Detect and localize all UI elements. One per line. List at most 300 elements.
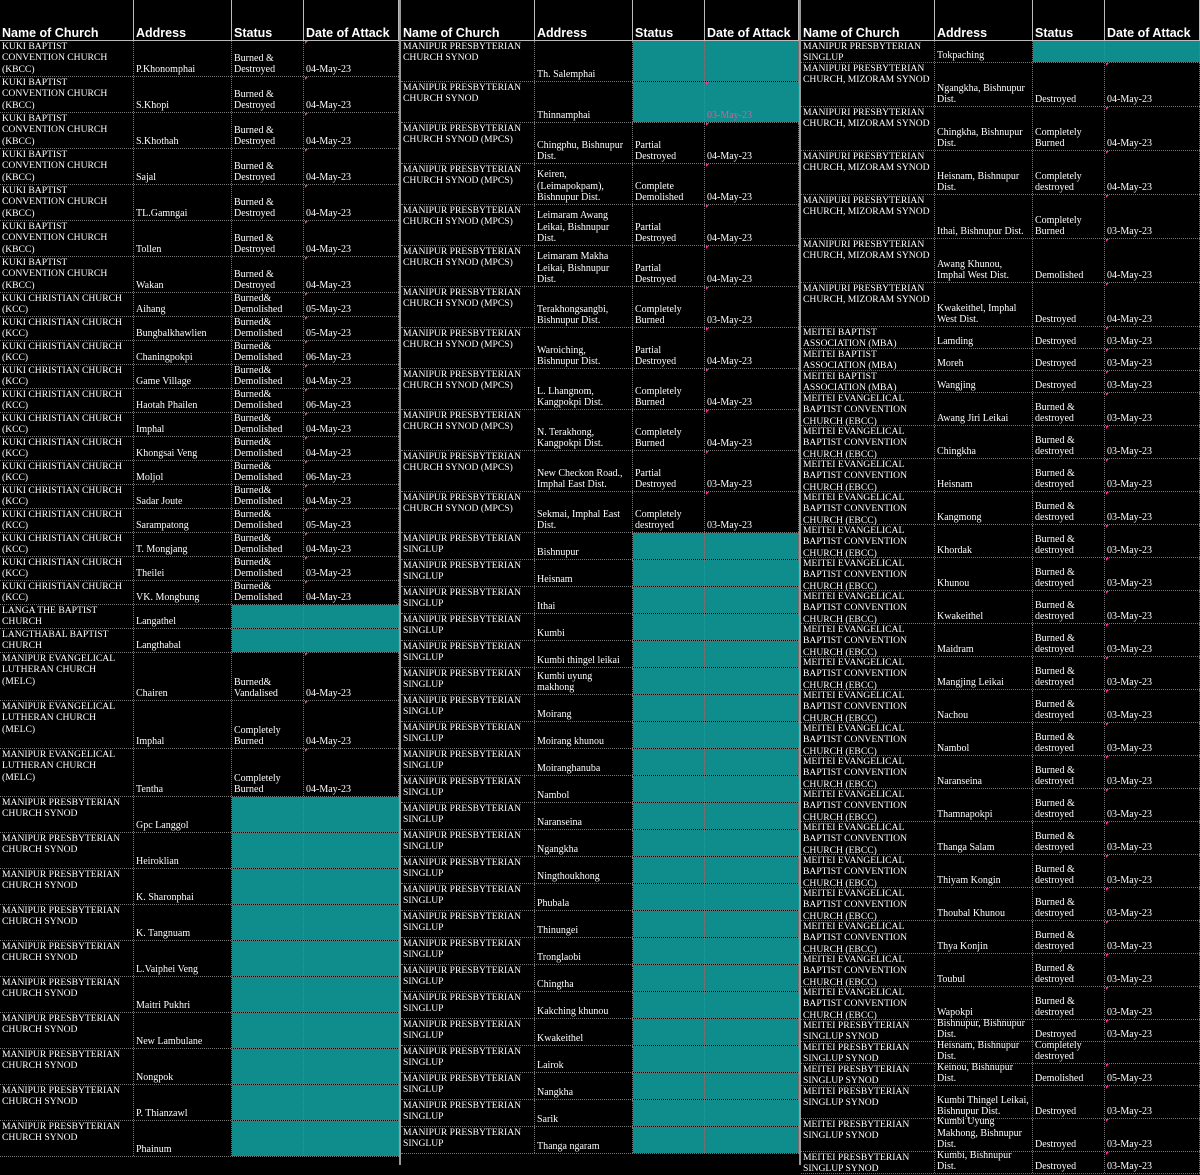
church-name-cell: [801, 63, 935, 106]
address-cell: [134, 149, 232, 184]
address-cell: [935, 1061, 1033, 1085]
church-name-cell: [0, 185, 134, 220]
church-name-cell: [401, 328, 535, 368]
table-row: [401, 776, 799, 803]
table-row: [801, 1116, 1200, 1152]
church-name-cell: [401, 695, 535, 721]
status-text: Burned& Demolished: [234, 556, 283, 580]
table-row: [801, 1039, 1200, 1065]
status-cell: [1033, 41, 1105, 62]
church-name-text: MANIPUR PRESBYTERIAN SINGLUP: [403, 695, 522, 718]
status-text: Burned& Demolished: [234, 388, 283, 412]
address-text: Moirang khunou: [537, 736, 604, 748]
church-name-text: MEITEI EVANGELICAL BAPTIST CONVENTION CHURCH (EBCC): [803, 690, 908, 724]
church-name-cell: [801, 1119, 935, 1151]
address-text: Bungbalkhawlien: [136, 328, 207, 340]
column-header: Name of Church: [0, 0, 134, 40]
address-text: Heisnam, Bishnupur Dist.: [937, 1039, 1020, 1063]
table-row: [0, 389, 399, 413]
date-cell: [304, 293, 399, 316]
status-cell: [633, 451, 705, 491]
address-cell: [134, 257, 232, 292]
date-cell: [1105, 41, 1200, 62]
status-cell: [232, 1121, 304, 1156]
status-text: Destroyed: [1035, 380, 1077, 392]
address-cell: [134, 437, 232, 460]
address-text: Langathel: [136, 616, 176, 628]
address-text: Phubala: [537, 898, 570, 910]
address-text: Chairen: [136, 688, 168, 700]
date-cell: [705, 614, 799, 640]
church-name-text: KUKI CHRISTIAN CHURCH (KCC): [2, 365, 122, 388]
date-text: 04-May-23: [707, 233, 752, 245]
address-cell: [535, 369, 633, 409]
church-name-text: MEITEI PRESBYTERIAN SINGLUP SYNOD: [803, 1119, 910, 1142]
table-row: [801, 822, 1200, 855]
church-name-cell: [0, 257, 134, 292]
address-cell: [134, 461, 232, 484]
date-cell: [705, 369, 799, 409]
table-row: [0, 629, 399, 653]
address-cell: [535, 1019, 633, 1045]
status-text: Destroyed: [1035, 94, 1077, 106]
address-text: Ngangkha: [537, 844, 579, 856]
status-cell: [633, 857, 705, 883]
address-cell: [935, 492, 1033, 524]
date-cell: [1105, 987, 1200, 1019]
address-cell: [134, 509, 232, 532]
column-header: Status: [232, 0, 304, 40]
status-cell: [633, 205, 705, 245]
church-name-cell: [0, 365, 134, 388]
address-cell: [535, 722, 633, 748]
address-cell: [134, 749, 232, 796]
status-cell: [1033, 756, 1105, 788]
status-cell: [633, 776, 705, 802]
date-cell: [1105, 624, 1200, 656]
status-text: Burned & Destroyed: [234, 52, 276, 76]
status-text: Burned & destroyed: [1035, 731, 1075, 755]
date-cell: [705, 749, 799, 775]
table-row: [801, 393, 1200, 426]
address-text: New Checkon Road., Imphal East Dist.: [537, 467, 623, 491]
church-name-text: MANIPURI PRESBYTERIAN CHURCH, MIZORAM SYNOD: [803, 283, 930, 306]
status-text: Completely destroyed: [635, 508, 682, 532]
table-row: [401, 668, 799, 695]
date-text: 03-May-23: [1107, 1161, 1152, 1173]
date-cell: [304, 653, 399, 700]
table-row: [0, 485, 399, 509]
address-cell: [935, 239, 1033, 282]
date-text: 04-May-23: [306, 64, 351, 76]
address-text: Tollen: [136, 244, 162, 256]
address-text: Kumbi: [537, 628, 565, 640]
church-name-text: MANIPUR PRESBYTERIAN SINGLUP: [403, 938, 522, 961]
address-cell: [134, 605, 232, 628]
status-text: Destroyed: [1035, 1029, 1077, 1041]
date-cell: [705, 965, 799, 991]
address-cell: [935, 459, 1033, 491]
table-row: [401, 492, 799, 533]
date-text: 06-May-23: [306, 352, 351, 364]
address-cell: [935, 371, 1033, 392]
address-cell: [134, 941, 232, 976]
address-text: L.Vaiphei Veng: [136, 964, 199, 976]
status-cell: [1033, 657, 1105, 689]
address-text: S.Khothah: [136, 136, 179, 148]
address-cell: [535, 246, 633, 286]
address-cell: [134, 833, 232, 868]
table-row: [801, 1061, 1200, 1087]
church-name-text: MANIPUR PRESBYTERIAN CHURCH SYNOD: [2, 833, 121, 856]
date-cell: [705, 41, 799, 81]
status-cell: [232, 317, 304, 340]
church-name-cell: [0, 605, 134, 628]
status-cell: [633, 1127, 705, 1153]
church-name-text: MEITEI BAPTIST ASSOCIATION (MBA): [803, 327, 897, 350]
column-header: Address: [935, 0, 1033, 40]
address-cell: [535, 695, 633, 721]
date-text: 05-May-23: [306, 520, 351, 532]
address-cell: [535, 1127, 633, 1153]
date-cell: [705, 776, 799, 802]
status-cell: [232, 833, 304, 868]
status-text: Burned & Destroyed: [234, 268, 276, 292]
table-row: [801, 371, 1200, 393]
address-cell: [535, 938, 633, 964]
table-row: [0, 185, 399, 221]
church-name-cell: [0, 941, 134, 976]
status-text: Burned & destroyed: [1035, 896, 1075, 920]
table-panel-middle: [401, 0, 799, 1165]
address-cell: [134, 977, 232, 1012]
church-name-text: MANIPUR PRESBYTERIAN CHURCH SYNOD (MPCS): [403, 328, 522, 351]
status-cell: [633, 722, 705, 748]
church-name-cell: [801, 239, 935, 282]
status-cell: [232, 365, 304, 388]
table-row: [801, 525, 1200, 558]
address-text: Kwakeithel: [537, 1033, 584, 1045]
status-cell: [232, 389, 304, 412]
date-text: 04-May-23: [306, 688, 351, 700]
address-text: Nambol: [937, 743, 970, 755]
address-text: Ithai: [537, 601, 556, 613]
status-cell: [1033, 558, 1105, 590]
church-name-cell: [401, 776, 535, 802]
address-text: Ningthoukhong: [537, 871, 600, 883]
address-text: Nangkha: [537, 1087, 574, 1099]
table-row: [401, 965, 799, 992]
table-row: [0, 149, 399, 185]
status-cell: [232, 149, 304, 184]
date-cell: [1105, 1152, 1200, 1173]
status-cell: [232, 41, 304, 76]
address-text: N. Terakhong, Kangpokpi Dist.: [537, 426, 604, 450]
status-cell: [1033, 239, 1105, 282]
table-row: [0, 749, 399, 797]
date-text: 04-May-23: [707, 151, 752, 163]
address-cell: [535, 587, 633, 613]
date-text: 03-May-23: [1107, 842, 1152, 854]
status-cell: [633, 938, 705, 964]
status-cell: [1033, 987, 1105, 1019]
church-name-cell: [0, 557, 134, 580]
table-row: [0, 461, 399, 485]
date-text: 03-May-23: [306, 568, 351, 580]
church-name-text: MEITEI PRESBYTERIAN SINGLUP SYNOD: [803, 1020, 910, 1043]
date-text: 04-May-23: [1107, 270, 1152, 282]
church-name-cell: [0, 1013, 134, 1048]
table-row: [0, 293, 399, 317]
status-cell: [232, 341, 304, 364]
status-text: Burned& Demolished: [234, 508, 283, 532]
date-cell: [304, 977, 399, 1012]
address-cell: [535, 1073, 633, 1099]
date-cell: [304, 581, 399, 604]
date-cell: [304, 257, 399, 292]
table-row: [0, 257, 399, 293]
table-row: [801, 107, 1200, 151]
church-name-text: MEITEI EVANGELICAL BAPTIST CONVENTION CHURCH (EBCC): [803, 492, 908, 526]
table-row: [0, 797, 399, 833]
church-name-cell: [801, 1086, 935, 1118]
column-header: Name of Church: [401, 0, 535, 40]
church-name-text: KUKI CHRISTIAN CHURCH (KCC): [2, 533, 122, 556]
status-cell: [1033, 690, 1105, 722]
date-cell: [304, 41, 399, 76]
address-cell: [535, 992, 633, 1018]
status-text: Completely Burned: [635, 385, 682, 409]
status-text: Burned & destroyed: [1035, 467, 1075, 491]
address-text: Thamnapokpi: [937, 809, 993, 821]
church-name-cell: [801, 1152, 935, 1173]
church-name-cell: [0, 581, 134, 604]
table-row: [801, 987, 1200, 1020]
date-text: 04-May-23: [306, 136, 351, 148]
date-text: 03-May-23: [1107, 974, 1152, 986]
status-cell: [1033, 954, 1105, 986]
date-cell: [705, 533, 799, 559]
church-name-cell: [401, 803, 535, 829]
table-row: [801, 327, 1200, 349]
address-cell: [935, 1116, 1033, 1151]
church-name-text: MEITEI EVANGELICAL BAPTIST CONVENTION CHURCH (EBCC): [803, 624, 908, 658]
church-name-text: MANIPUR PRESBYTERIAN CHURCH SYNOD (MPCS): [403, 451, 522, 474]
date-text: 03-May-23: [1107, 1106, 1152, 1118]
church-name-text: MANIPUR PRESBYTERIAN CHURCH SYNOD (MPCS): [403, 246, 522, 269]
address-text: Moreh: [937, 358, 964, 370]
status-cell: [633, 533, 705, 559]
address-cell: [134, 77, 232, 112]
church-name-cell: [801, 327, 935, 348]
column-header: Status: [1033, 0, 1105, 40]
church-name-text: MEITEI EVANGELICAL BAPTIST CONVENTION CHURCH (EBCC): [803, 459, 908, 493]
table-row: [0, 1121, 399, 1157]
date-cell: [1105, 1020, 1200, 1041]
church-name-cell: [401, 1046, 535, 1072]
church-name-cell: [401, 884, 535, 910]
address-text: Khongsai Veng: [136, 448, 198, 460]
address-text: Moirang: [537, 709, 572, 721]
address-text: Terakhongsangbi, Bishnupur Dist.: [537, 303, 609, 327]
church-name-cell: [801, 393, 935, 425]
church-name-cell: [0, 905, 134, 940]
date-cell: [304, 389, 399, 412]
date-text: 04-May-23: [707, 397, 752, 409]
church-name-text: MEITEI EVANGELICAL BAPTIST CONVENTION CHURCH (EBCC): [803, 855, 908, 889]
date-cell: [304, 833, 399, 868]
church-name-text: MEITEI EVANGELICAL BAPTIST CONVENTION CHURCH (EBCC): [803, 657, 908, 691]
status-cell: [633, 695, 705, 721]
date-text: 03-May-23: [1107, 358, 1152, 370]
address-cell: [935, 1149, 1033, 1173]
table-row: [801, 690, 1200, 723]
church-name-text: KUKI CHRISTIAN CHURCH (KCC): [2, 413, 122, 436]
address-text: Kwakeithel: [937, 611, 984, 623]
address-text: Bishnupur: [537, 547, 579, 559]
church-name-cell: [401, 641, 535, 667]
church-name-text: MANIPUR PRESBYTERIAN SINGLUP: [403, 533, 522, 556]
status-cell: [232, 509, 304, 532]
table-row: [401, 451, 799, 492]
table-header-row: [0, 0, 399, 41]
date-cell: [304, 1085, 399, 1120]
address-text: Kangmong: [937, 512, 982, 524]
church-name-cell: [0, 461, 134, 484]
status-cell: [232, 257, 304, 292]
address-text: K. Sharonphai: [136, 892, 194, 904]
address-text: Imphal: [136, 424, 165, 436]
status-cell: [1033, 1152, 1105, 1173]
column-header: Date of Attack: [304, 0, 399, 40]
church-name-cell: [801, 624, 935, 656]
address-text: Sekmai, Imphal East Dist.: [537, 508, 621, 532]
column-header: Address: [134, 0, 232, 40]
date-text: 03-May-23: [1107, 1007, 1152, 1019]
church-name-cell: [801, 888, 935, 920]
table-row: [401, 287, 799, 328]
church-name-cell: [401, 205, 535, 245]
date-cell: [304, 701, 399, 748]
status-cell: [232, 185, 304, 220]
address-text: Heiroklian: [136, 856, 179, 868]
date-cell: [304, 341, 399, 364]
date-cell: [304, 797, 399, 832]
address-text: Nachou: [937, 710, 969, 722]
church-name-cell: [401, 451, 535, 491]
date-text: 04-May-23: [306, 424, 351, 436]
church-name-text: MANIPUR PRESBYTERIAN SINGLUP: [403, 884, 522, 907]
table-row: [401, 938, 799, 965]
address-text: Nongpok: [136, 1072, 174, 1084]
church-name-text: KUKI BAPTIST CONVENTION CHURCH (KBCC): [2, 185, 108, 219]
status-cell: [633, 641, 705, 667]
church-name-text: MANIPUR PRESBYTERIAN CHURCH SYNOD: [2, 797, 121, 820]
address-text: Ithai, Bishnupur Dist.: [937, 226, 1024, 238]
address-text: Haotah Phailen: [136, 400, 198, 412]
table-row: [801, 151, 1200, 195]
church-name-cell: [801, 1042, 935, 1063]
address-text: Leimaram Makha Leikai, Bishnupur Dist.: [537, 251, 610, 286]
church-name-text: KUKI CHRISTIAN CHURCH (KCC): [2, 437, 122, 460]
status-text: Burned& Vandalised: [234, 676, 278, 700]
date-cell: [304, 869, 399, 904]
date-text: 04-May-23: [306, 244, 351, 256]
status-cell: [633, 830, 705, 856]
church-name-text: MANIPUR PRESBYTERIAN SINGLUP: [403, 1073, 522, 1096]
status-cell: [633, 164, 705, 204]
status-text: Partial Destroyed: [635, 344, 677, 368]
table-panel-right: [801, 0, 1200, 1175]
church-name-text: MANIPUR PRESBYTERIAN CHURCH SYNOD (MPCS): [403, 369, 522, 392]
church-name-text: MEITEI PRESBYTERIAN SINGLUP SYNOD: [803, 1086, 910, 1109]
address-cell: [535, 287, 633, 327]
status-text: Destroyed: [1035, 1106, 1077, 1118]
date-cell: [705, 1100, 799, 1126]
church-name-text: KUKI CHRISTIAN CHURCH (KCC): [2, 317, 122, 340]
address-text: Moljol: [136, 472, 164, 484]
table-row: [401, 857, 799, 884]
table-row: [801, 459, 1200, 492]
church-name-cell: [0, 1085, 134, 1120]
status-text: Completely Burned: [635, 426, 682, 450]
table-row: [401, 205, 799, 246]
status-text: Burned & destroyed: [1035, 797, 1075, 821]
church-name-cell: [401, 369, 535, 409]
date-text: 04-May-23: [306, 100, 351, 112]
date-cell: [705, 246, 799, 286]
church-name-text: MANIPUR PRESBYTERIAN SINGLUP: [403, 587, 522, 610]
table-row: [801, 921, 1200, 954]
status-cell: [232, 293, 304, 316]
church-name-cell: [401, 857, 535, 883]
status-cell: [633, 123, 705, 163]
date-cell: [1105, 756, 1200, 788]
address-text: Kumbi, Bishnupur Dist.: [937, 1149, 1012, 1173]
status-text: Burned & Destroyed: [234, 196, 276, 220]
table-row: [401, 911, 799, 938]
date-text: 04-May-23: [306, 208, 351, 220]
address-cell: [535, 205, 633, 245]
church-name-text: MEITEI EVANGELICAL BAPTIST CONVENTION CHURCH (EBCC): [803, 822, 908, 856]
church-name-text: MANIPUR PRESBYTERIAN CHURCH SYNOD: [403, 41, 522, 64]
address-text: Gpc Langgol: [136, 820, 189, 832]
status-cell: [1033, 107, 1105, 150]
status-cell: [1033, 327, 1105, 348]
date-cell: [1105, 558, 1200, 590]
address-cell: [935, 591, 1033, 623]
table-row: [801, 492, 1200, 525]
date-cell: [1105, 327, 1200, 348]
address-cell: [134, 41, 232, 76]
church-name-text: MEITEI EVANGELICAL BAPTIST CONVENTION CHURCH (EBCC): [803, 987, 908, 1021]
date-text: 03-May-23: [1107, 743, 1152, 755]
status-text: Demolished: [1035, 1073, 1084, 1085]
status-cell: [1033, 492, 1105, 524]
status-cell: [633, 369, 705, 409]
address-text: Aihang: [136, 304, 166, 316]
church-name-cell: [0, 653, 134, 700]
status-cell: [1033, 525, 1105, 557]
status-text: Burned & destroyed: [1035, 698, 1075, 722]
table-row: [401, 614, 799, 641]
address-cell: [535, 533, 633, 559]
address-text: Th. Salemphai: [537, 69, 596, 81]
date-text: 03-May-23: [1107, 380, 1152, 392]
date-text: 04-May-23: [707, 356, 752, 368]
date-cell: [705, 451, 799, 491]
status-text: Destroyed: [1035, 314, 1077, 326]
